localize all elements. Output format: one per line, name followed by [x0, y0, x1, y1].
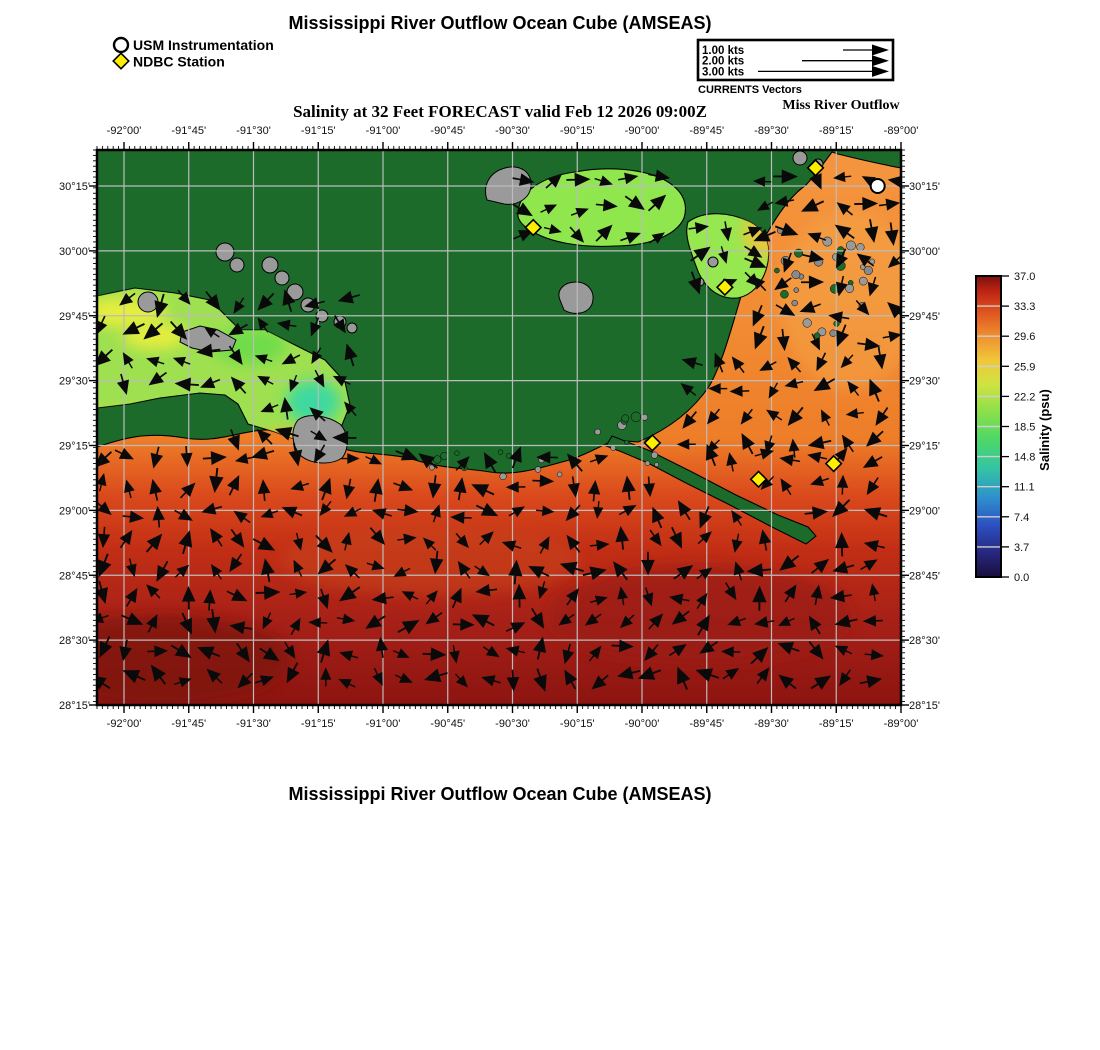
- lat-tick-label: 28°45': [909, 570, 940, 583]
- lon-tick-label: -90°15': [559, 125, 595, 137]
- lon-tick-label: -89°30': [754, 125, 789, 137]
- colorbar-tick-label: 7.4: [1014, 511, 1030, 524]
- lon-tick-label: -89°45': [689, 718, 725, 730]
- lat-tick-label: 28°45': [59, 570, 90, 583]
- currents-vectors-caption: CURRENTS Vectors: [698, 84, 802, 96]
- vector-legend-entry: 1.00 kts: [702, 45, 745, 57]
- lon-tick-label: -91°00': [365, 718, 401, 730]
- lon-tick-label: -89°15': [818, 125, 854, 137]
- station-legend: [113, 37, 274, 70]
- lat-tick-label: 30°15': [909, 181, 940, 193]
- colorbar-tick-label: 3.7: [1014, 541, 1030, 554]
- lon-tick-label: -92°00': [106, 718, 142, 730]
- lat-tick-label: 28°30': [59, 635, 90, 648]
- vector-legend-entry: 2.00 kts: [702, 55, 745, 68]
- lat-tick-label: 30°15': [59, 181, 90, 193]
- lon-tick-label: -91°45': [171, 125, 207, 137]
- usm-circle-icon: [114, 38, 128, 52]
- colorbar-tick-label: 29.6: [1014, 331, 1036, 344]
- lon-tick-label: -92°00': [106, 125, 142, 137]
- colorbar-tick-label: 37.0: [1014, 271, 1036, 283]
- usm-legend-label: USM Instrumentation: [133, 37, 274, 53]
- lon-tick-label: -90°30': [495, 718, 530, 730]
- miss-river-outflow-annotation: Miss River Outflow: [782, 98, 900, 113]
- lon-tick-label: -90°00': [624, 718, 660, 730]
- colorbar-tick-label: 22.2: [1014, 391, 1036, 404]
- lon-tick-label: -89°45': [689, 125, 725, 137]
- salinity-colorbar: [976, 271, 1035, 584]
- lon-tick-label: -89°00': [883, 125, 919, 137]
- map-area: [30, 150, 920, 705]
- currents-vector-legend: [698, 40, 893, 96]
- lon-tick-label: -89°15': [818, 718, 854, 730]
- lon-tick-label: -89°00': [883, 718, 919, 730]
- ndbc-diamond-icon: [113, 53, 129, 69]
- lon-tick-label: -91°30': [236, 125, 271, 137]
- lat-tick-label: 28°15': [59, 700, 90, 712]
- lat-tick-label: 28°15': [909, 700, 940, 712]
- lon-tick-label: -89°30': [754, 718, 789, 730]
- figure-subtitle: Salinity at 32 Feet FORECAST valid Feb 12 2026 09:00Z: [293, 102, 707, 121]
- usm-station-marker: [871, 179, 885, 193]
- lon-tick-label: -90°45': [430, 125, 466, 137]
- lat-tick-label: 28°30': [909, 635, 940, 648]
- colorbar-tick-label: 0.0: [1014, 572, 1030, 584]
- lat-tick-label: 29°45': [909, 310, 940, 323]
- colorbar-tick-label: 33.3: [1014, 301, 1036, 314]
- vector-legend-entry: 3.00 kts: [702, 66, 745, 79]
- lon-tick-label: -90°00': [624, 125, 660, 137]
- lat-tick-label: 30°00': [909, 245, 940, 258]
- lon-tick-label: -91°15': [300, 718, 336, 730]
- colorbar-tick-label: 25.9: [1014, 361, 1036, 374]
- lat-tick-label: 29°15': [59, 440, 90, 453]
- lat-tick-label: 29°30': [59, 375, 90, 388]
- lon-tick-label: -90°15': [559, 718, 595, 730]
- lon-tick-label: -90°30': [495, 125, 530, 137]
- lat-tick-label: 29°15': [909, 440, 940, 453]
- lat-tick-label: 29°00': [909, 505, 940, 518]
- lat-tick-label: 29°45': [59, 310, 90, 323]
- lon-tick-label: -90°45': [430, 718, 466, 730]
- ndbc-legend-label: NDBC Station: [133, 53, 225, 70]
- colorbar-tick-label: 11.1: [1014, 481, 1035, 494]
- colorbar-axis-label: Salinity (psu): [1037, 389, 1052, 471]
- figure-title-bottom: Mississippi River Outflow Ocean Cube (AMSEAS): [288, 784, 712, 804]
- colorbar-tick-label: 18.5: [1014, 421, 1036, 434]
- lon-tick-label: -91°45': [171, 718, 207, 730]
- lat-tick-label: 29°30': [909, 375, 940, 388]
- lon-tick-label: -91°15': [300, 125, 336, 137]
- lat-tick-label: 29°00': [59, 505, 90, 518]
- lon-tick-label: -91°30': [236, 718, 271, 730]
- figure-title-top: Mississippi River Outflow Ocean Cube (AMSEAS): [288, 13, 712, 33]
- colorbar-tick-label: 14.8: [1014, 451, 1036, 464]
- lon-tick-label: -91°00': [365, 125, 401, 137]
- lat-tick-label: 30°00': [59, 245, 90, 258]
